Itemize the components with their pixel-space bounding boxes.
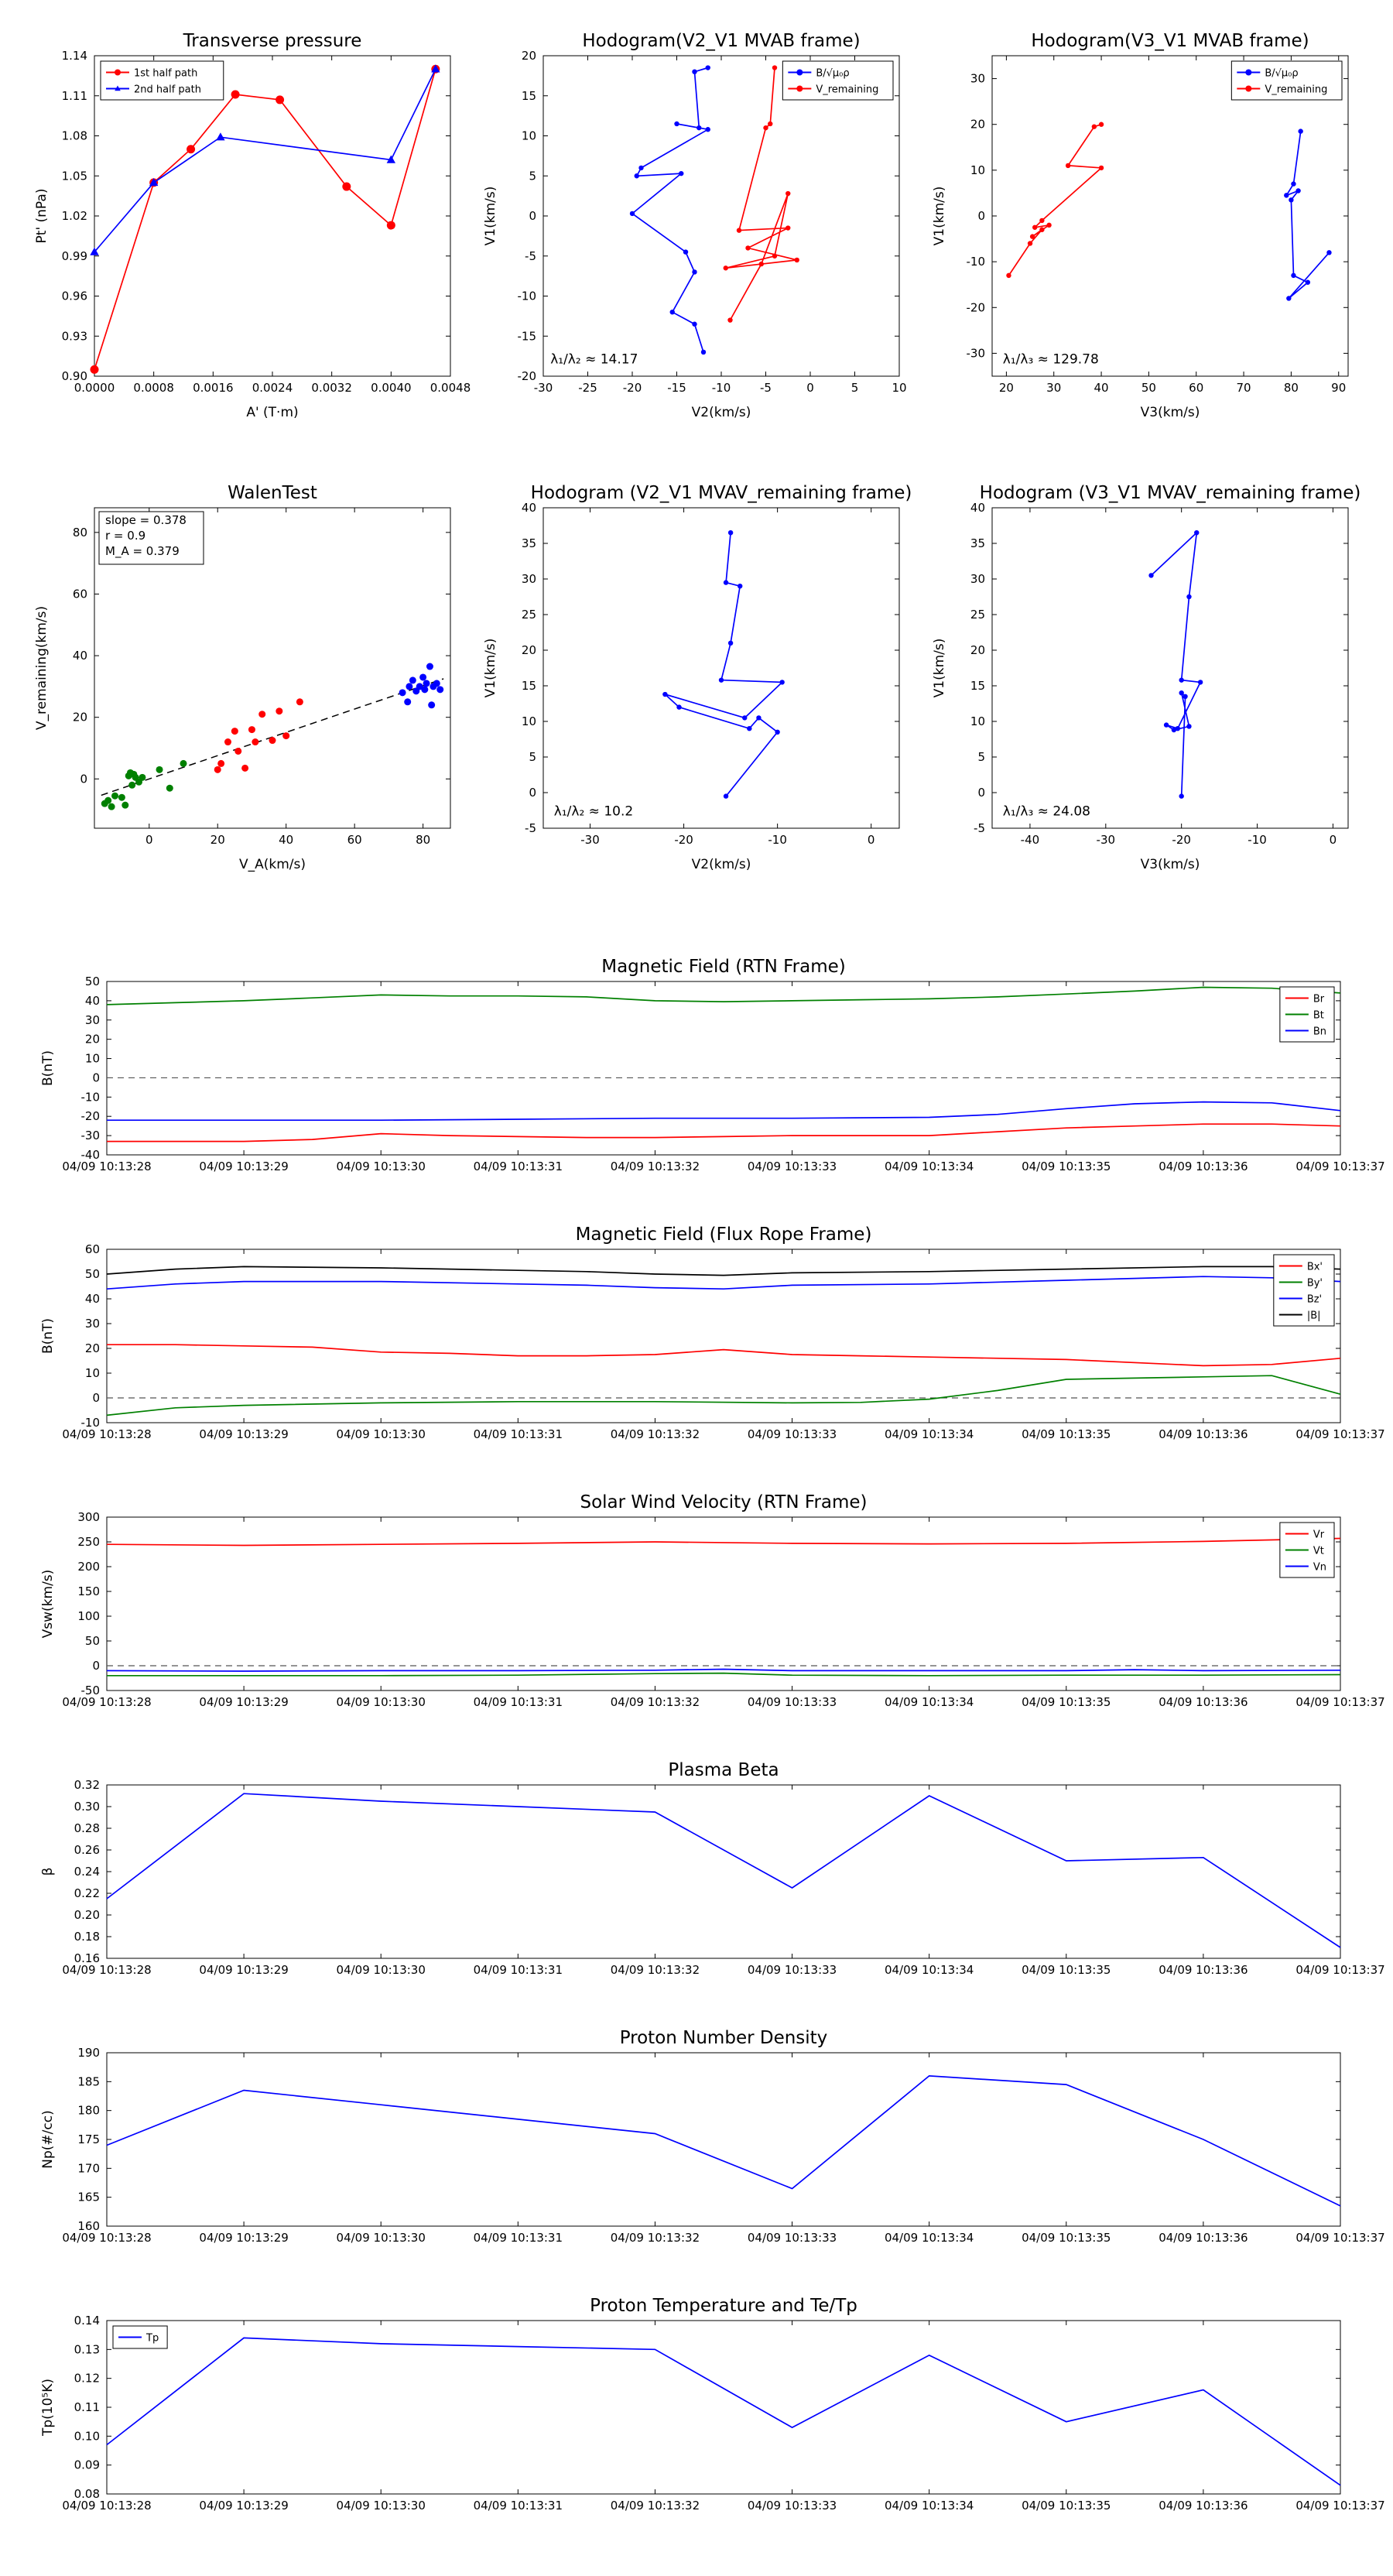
y-tick-label: 0.96	[61, 289, 87, 303]
y-tick-label: 0.14	[74, 2314, 100, 2328]
y-tick-label: 20	[521, 49, 536, 63]
y-tick-label: 190	[77, 2046, 100, 2060]
y-tick-label: 0.32	[74, 1778, 100, 1792]
legend-label: Bn	[1313, 1026, 1327, 1038]
legend-label: |B|	[1306, 1310, 1321, 1322]
annotation: λ₁/λ₃ ≈ 129.78	[1002, 351, 1099, 368]
y-tick-label: 40	[521, 501, 536, 515]
y-tick-label: 10	[521, 128, 536, 143]
y-tick-label: 30	[84, 1317, 100, 1331]
x-tick-label: 04/09 10:13:34	[884, 1160, 974, 1173]
y-tick-label: 1.08	[61, 128, 87, 143]
x-tick-label: 04/09 10:13:35	[1022, 1160, 1111, 1173]
legend-label: 2nd half path	[134, 84, 201, 96]
axes-box	[94, 56, 450, 376]
y-tick-label: -10	[80, 1416, 100, 1430]
chart-title: Hodogram(V3_V1 MVAB frame)	[1031, 31, 1309, 51]
y-tick-label: 0	[92, 1070, 100, 1085]
chart-title: WalenTest	[228, 483, 317, 503]
x-tick-label: 0.0008	[133, 381, 174, 395]
legend	[1280, 987, 1334, 1042]
x-tick-label: 04/09 10:13:37	[1295, 2499, 1385, 2513]
info-box-line: slope = 0.378	[105, 513, 187, 527]
x-tick-label: 04/09 10:13:31	[473, 1963, 563, 1977]
x-tick-label: 0.0032	[311, 381, 352, 395]
y-tick-label: -10	[80, 1090, 100, 1105]
y-tick-label: 60	[84, 1242, 100, 1256]
panel-hodogram-v2v1-mvav	[481, 474, 912, 876]
chart-title: Magnetic Field (Flux Rope Frame)	[575, 1225, 872, 1245]
y-axis-label: Np(#/cc)	[40, 2110, 56, 2169]
legend	[1280, 1523, 1334, 1577]
chart-vsw-rtn	[39, 1486, 1385, 1718]
x-tick-label: 04/09 10:13:29	[199, 1695, 289, 1709]
x-axis-label: V3(km/s)	[1140, 405, 1200, 420]
x-tick-label: 04/09 10:13:35	[1022, 2231, 1111, 2245]
y-axis-label: B(nT)	[40, 1050, 56, 1087]
x-tick-label: 04/09 10:13:34	[884, 1427, 974, 1441]
y-tick-label: 60	[72, 587, 87, 601]
y-tick-label: 0	[92, 1391, 100, 1405]
y-tick-label: 0.28	[74, 1821, 100, 1835]
x-tick-label: -25	[578, 381, 597, 395]
x-tick-label: -15	[667, 381, 686, 395]
x-tick-label: 04/09 10:13:37	[1295, 1695, 1385, 1709]
y-tick-label: -30	[80, 1129, 100, 1143]
y-tick-label: 50	[84, 1267, 100, 1281]
x-tick-label: 04/09 10:13:28	[62, 1963, 152, 1977]
x-tick-label: 04/09 10:13:29	[199, 1963, 289, 1977]
x-tick-label: 04/09 10:13:28	[62, 1160, 152, 1173]
x-tick-label: 04/09 10:13:33	[747, 1963, 837, 1977]
legend-label: B/√μ₀ρ	[816, 67, 850, 80]
panel-plasma-beta	[39, 1754, 1385, 1986]
x-tick-label: 60	[1189, 381, 1204, 395]
x-tick-label: 0	[867, 833, 875, 847]
x-tick-label: 04/09 10:13:33	[747, 2499, 837, 2513]
legend-label: Bt	[1313, 1009, 1324, 1022]
y-tick-label: 200	[77, 1560, 100, 1574]
panel-hodogram-v2v1-mvab	[481, 22, 912, 424]
y-tick-label: 0.93	[61, 329, 87, 344]
x-tick-label: 04/09 10:13:31	[473, 1427, 563, 1441]
y-tick-label: 0	[80, 772, 87, 786]
x-tick-label: 04/09 10:13:29	[199, 1427, 289, 1441]
axes-box	[543, 56, 899, 376]
y-tick-label: 0.30	[74, 1800, 100, 1814]
y-tick-label: 0.20	[74, 1908, 100, 1922]
x-axis-label: V2(km/s)	[691, 857, 751, 872]
x-tick-label: 04/09 10:13:31	[473, 2231, 563, 2245]
chart-hodo-v2v1-mvab	[481, 22, 912, 424]
x-tick-label: 04/09 10:13:34	[884, 2499, 974, 2513]
panel-walen-test	[33, 474, 463, 876]
x-tick-label: 04/09 10:13:37	[1295, 1963, 1385, 1977]
chart-title: Proton Number Density	[619, 2028, 828, 2048]
y-tick-label: 30	[84, 1012, 100, 1027]
y-tick-label: 20	[970, 117, 985, 132]
panel-magnetic-field-fluxrope	[39, 1218, 1385, 1451]
x-tick-label: 04/09 10:13:37	[1295, 1160, 1385, 1173]
y-tick-label: 30	[521, 572, 536, 586]
y-tick-label: 40	[970, 501, 985, 515]
x-tick-label: 04/09 10:13:35	[1022, 2499, 1111, 2513]
chart-title: Hodogram (V2_V1 MVAV_remaining frame)	[530, 483, 912, 503]
x-tick-label: 04/09 10:13:35	[1022, 1695, 1111, 1709]
y-tick-label: 5	[529, 169, 536, 183]
legend-label: Bz'	[1306, 1293, 1323, 1306]
x-tick-label: 04/09 10:13:31	[473, 2499, 563, 2513]
x-tick-label: -20	[622, 381, 642, 395]
y-tick-label: 0.24	[74, 1865, 100, 1879]
x-tick-label: -30	[1096, 833, 1116, 847]
chart-title: Magnetic Field (RTN Frame)	[601, 957, 846, 977]
x-tick-label: 04/09 10:13:33	[747, 1695, 837, 1709]
x-tick-label: 0.0024	[252, 381, 293, 395]
x-tick-label: 20	[998, 381, 1014, 395]
x-tick-label: 04/09 10:13:32	[610, 2231, 700, 2245]
legend-label: Br	[1313, 993, 1325, 1005]
x-tick-label: 0	[145, 833, 153, 847]
y-tick-label: 25	[970, 608, 985, 622]
x-tick-label: 04/09 10:13:36	[1159, 1695, 1248, 1709]
y-axis-label: V1(km/s)	[932, 186, 947, 246]
chart-proton-density	[39, 2022, 1385, 2254]
y-tick-label: 150	[77, 1584, 100, 1598]
legend-label: V_remaining	[1265, 84, 1328, 96]
y-axis-label: V1(km/s)	[932, 638, 947, 698]
legend-label: Bx'	[1306, 1261, 1323, 1273]
x-tick-label: 04/09 10:13:30	[336, 1427, 426, 1441]
chart-hodo-v3v1-mvab	[930, 22, 1360, 424]
chart-mag-rtn	[39, 951, 1385, 1183]
y-tick-label: 0.12	[74, 2371, 100, 2386]
x-tick-label: 0.0040	[371, 381, 412, 395]
x-tick-label: 04/09 10:13:29	[199, 1160, 289, 1173]
y-tick-label: 0	[977, 209, 985, 223]
y-tick-label: 35	[521, 536, 536, 550]
legend-label: Tp	[146, 2332, 159, 2345]
axes-box	[107, 981, 1340, 1155]
x-tick-label: 04/09 10:13:36	[1159, 2499, 1248, 2513]
y-tick-label: 20	[970, 643, 985, 657]
chart-title: Solar Wind Velocity (RTN Frame)	[580, 1492, 868, 1512]
y-tick-label: 180	[77, 2103, 100, 2118]
axes-box	[107, 2321, 1340, 2494]
y-tick-label: 50	[84, 975, 100, 988]
annotation: λ₁/λ₃ ≈ 24.08	[1002, 803, 1091, 820]
y-tick-label: -5	[974, 821, 985, 835]
x-tick-label: -30	[580, 833, 600, 847]
legend-label: By'	[1306, 1277, 1323, 1290]
y-tick-label: 175	[77, 2132, 100, 2146]
y-tick-label: 0.90	[61, 369, 87, 383]
chart-title: Plasma Beta	[668, 1760, 779, 1780]
x-tick-label: 04/09 10:13:31	[473, 1160, 563, 1173]
panel-transverse-pressure	[33, 22, 471, 424]
x-tick-label: 04/09 10:13:28	[62, 2231, 152, 2245]
x-tick-label: 80	[1283, 381, 1299, 395]
x-tick-label: -5	[760, 381, 772, 395]
y-tick-label: 30	[970, 71, 985, 86]
legend-label: B/√μ₀ρ	[1265, 67, 1299, 80]
legend-label: 1st half path	[134, 67, 198, 80]
y-tick-label: 185	[77, 2074, 100, 2089]
x-tick-label: 04/09 10:13:33	[747, 2231, 837, 2245]
x-tick-label: -10	[1248, 833, 1267, 847]
x-tick-label: 04/09 10:13:30	[336, 2231, 426, 2245]
x-axis-label: V3(km/s)	[1140, 857, 1200, 872]
x-tick-label: 40	[279, 833, 294, 847]
y-axis-label: Tp(10⁵K)	[40, 2378, 56, 2437]
chart-title: Hodogram(V2_V1 MVAB frame)	[582, 31, 861, 51]
x-tick-label: 04/09 10:13:34	[884, 1695, 974, 1709]
x-axis-label: V2(km/s)	[691, 405, 751, 420]
y-tick-label: 5	[977, 750, 985, 764]
legend-label: Vr	[1313, 1529, 1325, 1541]
axes-box	[992, 56, 1348, 376]
y-tick-label: 50	[84, 1634, 100, 1648]
y-tick-label: 1.11	[61, 88, 87, 103]
chart-mag-fluxrope	[39, 1218, 1385, 1451]
legend-label: Vn	[1313, 1561, 1327, 1574]
panel-proton-density	[39, 2022, 1385, 2254]
x-tick-label: 04/09 10:13:37	[1295, 1427, 1385, 1441]
chart-hodo-v3v1-mvav	[930, 474, 1360, 876]
panel-hodogram-v3v1-mvav	[930, 474, 1360, 876]
info-box-line: M_A = 0.379	[105, 544, 180, 558]
x-tick-label: 04/09 10:13:28	[62, 2499, 152, 2513]
annotation: λ₁/λ₂ ≈ 10.2	[553, 803, 634, 820]
y-tick-label: 0	[529, 786, 536, 800]
x-tick-label: 40	[1094, 381, 1109, 395]
x-tick-label: -20	[1172, 833, 1191, 847]
x-tick-label: 80	[416, 833, 431, 847]
x-tick-label: 04/09 10:13:30	[336, 1160, 426, 1173]
y-tick-label: 80	[72, 525, 87, 540]
x-tick-label: 04/09 10:13:35	[1022, 1427, 1111, 1441]
y-axis-label: V_remaining(km/s)	[34, 605, 50, 731]
y-tick-label: 20	[84, 1032, 100, 1046]
axes-box	[992, 508, 1348, 828]
y-tick-label: 40	[84, 993, 100, 1008]
y-tick-label: 0	[977, 786, 985, 800]
y-tick-label: 10	[970, 163, 985, 177]
x-tick-label: 0.0000	[74, 381, 115, 395]
axes-box	[543, 508, 899, 828]
y-tick-label: -50	[80, 1684, 100, 1697]
x-tick-label: 70	[1236, 381, 1251, 395]
x-tick-label: 04/09 10:13:33	[747, 1427, 837, 1441]
chart-title: Proton Temperature and Te/Tp	[590, 2296, 857, 2316]
x-tick-label: 20	[210, 833, 225, 847]
y-axis-label: B(nT)	[40, 1317, 56, 1355]
y-tick-label: -5	[525, 248, 536, 263]
panel-magnetic-field-rtn	[39, 951, 1385, 1183]
y-tick-label: 0.11	[74, 2400, 100, 2414]
x-tick-label: -40	[1020, 833, 1040, 847]
x-tick-label: 04/09 10:13:32	[610, 1160, 700, 1173]
y-tick-label: 40	[84, 1292, 100, 1306]
y-tick-label: 15	[521, 679, 536, 693]
x-tick-label: 04/09 10:13:29	[199, 2231, 289, 2245]
y-tick-label: 40	[72, 649, 87, 663]
y-tick-label: 100	[77, 1609, 100, 1623]
x-tick-label: 04/09 10:13:28	[62, 1695, 152, 1709]
x-tick-label: -30	[533, 381, 553, 395]
y-tick-label: 0	[92, 1659, 100, 1673]
y-tick-label: 1.02	[61, 209, 87, 223]
x-tick-label: 04/09 10:13:36	[1159, 1427, 1248, 1441]
y-tick-label: 0.22	[74, 1886, 100, 1900]
x-tick-label: 10	[892, 381, 907, 395]
x-tick-label: 04/09 10:13:36	[1159, 1963, 1248, 1977]
y-tick-label: 0.13	[74, 2342, 100, 2357]
x-tick-label: 04/09 10:13:34	[884, 2231, 974, 2245]
legend-label: Vt	[1313, 1545, 1324, 1557]
y-tick-label: -10	[517, 289, 536, 303]
y-tick-label: 160	[77, 2219, 100, 2233]
y-tick-label: -30	[966, 346, 985, 361]
y-tick-label: 15	[521, 88, 536, 103]
y-tick-label: 10	[84, 1366, 100, 1380]
x-tick-label: 04/09 10:13:30	[336, 2499, 426, 2513]
y-tick-label: 20	[84, 1341, 100, 1355]
axes-box	[107, 2053, 1340, 2226]
y-tick-label: 20	[521, 643, 536, 657]
y-axis-label: Pt' (nPa)	[34, 188, 50, 244]
y-axis-label: V1(km/s)	[483, 186, 498, 246]
x-tick-label: 0.0048	[430, 381, 471, 395]
x-tick-label: 04/09 10:13:30	[336, 1963, 426, 1977]
panel-hodogram-v3v1-mvab	[930, 22, 1360, 424]
y-tick-label: 35	[970, 536, 985, 550]
x-axis-label: A' (T·m)	[246, 405, 299, 420]
y-tick-label: 10	[521, 714, 536, 728]
y-tick-label: 0.10	[74, 2429, 100, 2444]
legend	[101, 61, 224, 100]
x-tick-label: 04/09 10:13:37	[1295, 2231, 1385, 2245]
x-tick-label: 04/09 10:13:29	[199, 2499, 289, 2513]
legend	[782, 61, 893, 100]
axes-box	[107, 1785, 1340, 1958]
y-axis-label: Vsw(km/s)	[40, 1569, 56, 1639]
y-axis-label: β	[40, 1867, 56, 1876]
x-tick-label: -10	[768, 833, 787, 847]
x-tick-label: 04/09 10:13:33	[747, 1160, 837, 1173]
x-tick-label: 90	[1331, 381, 1347, 395]
y-tick-label: 1.14	[61, 49, 87, 63]
x-tick-label: 04/09 10:13:35	[1022, 1963, 1111, 1977]
x-tick-label: 04/09 10:13:32	[610, 2499, 700, 2513]
y-tick-label: 300	[77, 1510, 100, 1524]
x-tick-label: 04/09 10:13:30	[336, 1695, 426, 1709]
y-axis-label: V1(km/s)	[483, 638, 498, 698]
x-tick-label: 04/09 10:13:34	[884, 1963, 974, 1977]
annotation: λ₁/λ₂ ≈ 14.17	[550, 351, 638, 368]
x-tick-label: 04/09 10:13:32	[610, 1695, 700, 1709]
panel-solar-wind-velocity	[39, 1486, 1385, 1718]
legend-label: V_remaining	[816, 84, 879, 96]
x-tick-label: 04/09 10:13:31	[473, 1695, 563, 1709]
y-tick-label: -10	[966, 255, 985, 269]
y-tick-label: -20	[966, 300, 985, 315]
y-tick-label: 0.08	[74, 2487, 100, 2501]
y-tick-label: 10	[970, 714, 985, 728]
chart-walen-test	[33, 474, 463, 876]
x-axis-label: V_A(km/s)	[238, 857, 306, 872]
y-tick-label: 165	[77, 2190, 100, 2204]
y-tick-label: 0	[529, 209, 536, 223]
y-tick-label: 0.09	[74, 2458, 100, 2472]
y-tick-label: 5	[529, 750, 536, 764]
y-tick-label: 20	[72, 710, 87, 724]
x-tick-label: 30	[1046, 381, 1062, 395]
x-tick-label: 04/09 10:13:36	[1159, 2231, 1248, 2245]
x-tick-label: 50	[1141, 381, 1156, 395]
y-tick-label: 0.18	[74, 1930, 100, 1944]
y-tick-label: -15	[517, 329, 536, 344]
chart-transverse-pressure	[33, 22, 471, 424]
info-box	[99, 512, 204, 564]
legend	[113, 2326, 167, 2348]
y-tick-label: 0.16	[74, 1951, 100, 1965]
chart-plasma-beta	[39, 1754, 1385, 1986]
y-tick-label: 0.99	[61, 248, 87, 263]
x-tick-label: 04/09 10:13:32	[610, 1427, 700, 1441]
chart-title: Hodogram (V3_V1 MVAV_remaining frame)	[979, 483, 1361, 503]
row-1	[0, 22, 1393, 424]
panel-proton-temperature	[39, 2290, 1385, 2522]
x-tick-label: 60	[347, 833, 362, 847]
x-tick-label: 5	[851, 381, 859, 395]
x-tick-label: 04/09 10:13:28	[62, 1427, 152, 1441]
x-tick-label: -10	[711, 381, 731, 395]
chart-title: Transverse pressure	[183, 31, 362, 51]
y-tick-label: -40	[80, 1148, 100, 1162]
y-tick-label: 170	[77, 2161, 100, 2176]
y-tick-label: 250	[77, 1535, 100, 1549]
x-tick-label: -20	[674, 833, 693, 847]
info-box-line: r = 0.9	[105, 529, 146, 543]
row-2	[0, 474, 1393, 876]
x-tick-label: 04/09 10:13:32	[610, 1963, 700, 1977]
y-tick-label: 15	[970, 679, 985, 693]
chart-proton-temp	[39, 2290, 1385, 2522]
y-tick-label: -20	[80, 1109, 100, 1124]
y-tick-label: -5	[525, 821, 536, 835]
y-tick-label: 30	[970, 572, 985, 586]
y-tick-label: 25	[521, 608, 536, 622]
y-tick-label: 1.05	[61, 169, 87, 183]
legend	[1274, 1255, 1334, 1326]
y-tick-label: -20	[517, 369, 536, 383]
x-tick-label: 0.0016	[193, 381, 234, 395]
x-tick-label: 0	[1329, 833, 1337, 847]
legend	[1231, 61, 1342, 100]
y-tick-label: 10	[84, 1051, 100, 1066]
chart-hodo-v2v1-mvav	[481, 474, 912, 876]
multi-panel-figure	[0, 22, 1393, 2576]
x-tick-label: 0	[806, 381, 814, 395]
y-tick-label: 0.26	[74, 1843, 100, 1857]
x-tick-label: 04/09 10:13:36	[1159, 1160, 1248, 1173]
